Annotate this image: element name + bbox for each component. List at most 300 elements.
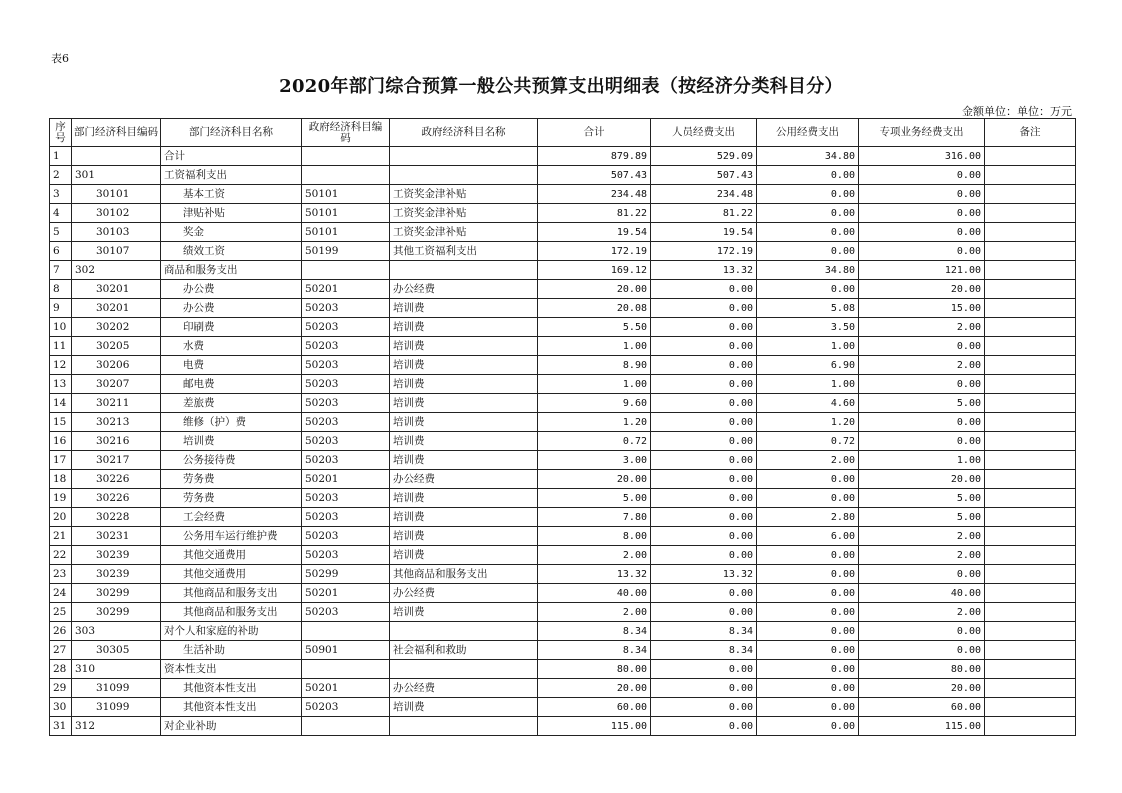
cell-dept-name: 其他交通费用 [161, 565, 302, 584]
cell-dept-name: 绩效工资 [161, 242, 302, 261]
cell-dept-name: 其他交通费用 [161, 546, 302, 565]
cell-dept-code: 30228 [72, 508, 161, 527]
cell-gov-code: 50203 [302, 375, 390, 394]
cell-dept-code: 30201 [72, 280, 161, 299]
cell-public: 0.00 [757, 565, 859, 584]
cell-dept-code: 30201 [72, 299, 161, 318]
cell-public: 2.80 [757, 508, 859, 527]
cell-gov-code: 50203 [302, 546, 390, 565]
cell-personnel: 172.19 [651, 242, 757, 261]
cell-personnel: 0.00 [651, 698, 757, 717]
cell-special: 0.00 [859, 565, 985, 584]
cell-gov-name [390, 622, 538, 641]
cell-gov-code [302, 717, 390, 736]
cell-dept-code: 30206 [72, 356, 161, 375]
cell-gov-name: 培训费 [390, 546, 538, 565]
header-special: 专项业务经费支出 [859, 119, 985, 147]
cell-index: 30 [50, 698, 72, 717]
table-row [50, 489, 1076, 508]
cell-personnel: 0.00 [651, 280, 757, 299]
table-row [50, 413, 1076, 432]
page-title: 2020年部门综合预算一般公共预算支出明细表（按经济分类科目分） [279, 76, 843, 97]
cell-gov-name: 办公经费 [390, 679, 538, 698]
cell-total: 8.00 [538, 527, 651, 546]
cell-index: 16 [50, 432, 72, 451]
cell-public: 0.00 [757, 698, 859, 717]
header-dept-name: 部门经济科目名称 [161, 119, 302, 147]
cell-gov-name: 培训费 [390, 413, 538, 432]
cell-index: 25 [50, 603, 72, 622]
cell-gov-name: 培训费 [390, 698, 538, 717]
cell-special: 20.00 [859, 470, 985, 489]
cell-index: 9 [50, 299, 72, 318]
cell-public: 0.00 [757, 489, 859, 508]
cell-personnel: 81.22 [651, 204, 757, 223]
budget-detail-table [49, 118, 1076, 736]
cell-dept-name: 劳务费 [161, 489, 302, 508]
table-row [50, 565, 1076, 584]
cell-special: 0.00 [859, 375, 985, 394]
cell-dept-name: 水费 [161, 337, 302, 356]
cell-gov-code: 50203 [302, 603, 390, 622]
table-row [50, 394, 1076, 413]
cell-gov-name: 办公经费 [390, 470, 538, 489]
cell-dept-code: 30299 [72, 603, 161, 622]
cell-special: 1.00 [859, 451, 985, 470]
header-dept-code: 部门经济科目编码 [72, 119, 161, 147]
cell-total: 3.00 [538, 451, 651, 470]
currency-unit-label: 金额单位：单位：万元 [962, 105, 1072, 118]
cell-gov-code: 50203 [302, 432, 390, 451]
table-row [50, 603, 1076, 622]
cell-personnel: 0.00 [651, 394, 757, 413]
cell-note [985, 565, 1076, 584]
cell-gov-code [302, 261, 390, 280]
cell-total: 81.22 [538, 204, 651, 223]
cell-total: 80.00 [538, 660, 651, 679]
cell-gov-name: 培训费 [390, 337, 538, 356]
cell-dept-name: 邮电费 [161, 375, 302, 394]
cell-index: 11 [50, 337, 72, 356]
cell-dept-code: 30239 [72, 546, 161, 565]
table-header-row [50, 119, 1076, 147]
cell-public: 0.72 [757, 432, 859, 451]
cell-gov-code: 50901 [302, 641, 390, 660]
cell-personnel: 13.32 [651, 565, 757, 584]
cell-note [985, 546, 1076, 565]
cell-public: 0.00 [757, 717, 859, 736]
cell-index: 5 [50, 223, 72, 242]
cell-index: 24 [50, 584, 72, 603]
cell-gov-code: 50201 [302, 280, 390, 299]
cell-dept-name: 其他商品和服务支出 [161, 584, 302, 603]
table-row [50, 470, 1076, 489]
cell-note [985, 337, 1076, 356]
cell-gov-code: 50203 [302, 489, 390, 508]
header-note: 备注 [985, 119, 1076, 147]
cell-gov-name: 其他工资福利支出 [390, 242, 538, 261]
cell-gov-name [390, 261, 538, 280]
cell-note [985, 242, 1076, 261]
cell-special: 0.00 [859, 641, 985, 660]
cell-index: 28 [50, 660, 72, 679]
table-row [50, 527, 1076, 546]
cell-index: 2 [50, 166, 72, 185]
cell-index: 13 [50, 375, 72, 394]
table-row [50, 717, 1076, 736]
cell-gov-name: 其他商品和服务支出 [390, 565, 538, 584]
cell-special: 20.00 [859, 280, 985, 299]
cell-gov-code: 50203 [302, 356, 390, 375]
cell-special: 5.00 [859, 508, 985, 527]
cell-dept-code: 30102 [72, 204, 161, 223]
cell-note [985, 470, 1076, 489]
cell-index: 17 [50, 451, 72, 470]
cell-dept-code: 30217 [72, 451, 161, 470]
cell-note [985, 432, 1076, 451]
cell-dept-name: 劳务费 [161, 470, 302, 489]
cell-dept-name: 其他商品和服务支出 [161, 603, 302, 622]
cell-public: 0.00 [757, 185, 859, 204]
header-gov-name: 政府经济科目名称 [390, 119, 538, 147]
cell-personnel: 19.54 [651, 223, 757, 242]
cell-special: 121.00 [859, 261, 985, 280]
cell-personnel: 507.43 [651, 166, 757, 185]
cell-public: 0.00 [757, 204, 859, 223]
cell-gov-code [302, 166, 390, 185]
cell-dept-name: 公务接待费 [161, 451, 302, 470]
cell-gov-name: 工资奖金津补贴 [390, 223, 538, 242]
cell-public: 34.80 [757, 261, 859, 280]
cell-gov-name: 工资奖金津补贴 [390, 204, 538, 223]
cell-index: 15 [50, 413, 72, 432]
header-public: 公用经费支出 [757, 119, 859, 147]
cell-personnel: 0.00 [651, 546, 757, 565]
cell-gov-name: 培训费 [390, 451, 538, 470]
cell-index: 3 [50, 185, 72, 204]
header-gov-code: 政府经济科目编码 [302, 119, 390, 147]
table-row [50, 166, 1076, 185]
cell-gov-name [390, 147, 538, 166]
cell-note [985, 527, 1076, 546]
cell-dept-name: 办公费 [161, 280, 302, 299]
cell-note [985, 204, 1076, 223]
cell-dept-code: 31099 [72, 679, 161, 698]
cell-public: 0.00 [757, 280, 859, 299]
cell-dept-name: 差旅费 [161, 394, 302, 413]
cell-index: 7 [50, 261, 72, 280]
cell-dept-code: 30226 [72, 489, 161, 508]
cell-public: 0.00 [757, 622, 859, 641]
cell-special: 316.00 [859, 147, 985, 166]
cell-dept-name: 对个人和家庭的补助 [161, 622, 302, 641]
cell-special: 0.00 [859, 622, 985, 641]
cell-dept-code: 312 [72, 717, 161, 736]
header-personnel: 人员经费支出 [651, 119, 757, 147]
cell-gov-name: 培训费 [390, 508, 538, 527]
cell-dept-name: 生活补助 [161, 641, 302, 660]
cell-dept-name: 电费 [161, 356, 302, 375]
cell-note [985, 147, 1076, 166]
cell-index: 26 [50, 622, 72, 641]
cell-note [985, 413, 1076, 432]
cell-dept-code: 31099 [72, 698, 161, 717]
cell-dept-name: 对企业补助 [161, 717, 302, 736]
table-row [50, 318, 1076, 337]
cell-gov-code: 50203 [302, 299, 390, 318]
cell-dept-code: 30103 [72, 223, 161, 242]
table-row [50, 299, 1076, 318]
cell-public: 0.00 [757, 603, 859, 622]
cell-note [985, 375, 1076, 394]
cell-public: 3.50 [757, 318, 859, 337]
cell-gov-name: 培训费 [390, 527, 538, 546]
cell-total: 507.43 [538, 166, 651, 185]
cell-gov-name: 培训费 [390, 432, 538, 451]
cell-note [985, 318, 1076, 337]
cell-total: 115.00 [538, 717, 651, 736]
cell-public: 34.80 [757, 147, 859, 166]
cell-dept-code: 30211 [72, 394, 161, 413]
cell-public: 5.08 [757, 299, 859, 318]
cell-special: 20.00 [859, 679, 985, 698]
table-row [50, 280, 1076, 299]
table-row [50, 508, 1076, 527]
cell-total: 8.34 [538, 641, 651, 660]
cell-gov-code [302, 147, 390, 166]
cell-public: 0.00 [757, 470, 859, 489]
cell-personnel: 234.48 [651, 185, 757, 204]
table-row [50, 356, 1076, 375]
cell-index: 29 [50, 679, 72, 698]
cell-personnel: 0.00 [651, 584, 757, 603]
cell-total: 8.90 [538, 356, 651, 375]
cell-public: 0.00 [757, 223, 859, 242]
cell-personnel: 0.00 [651, 356, 757, 375]
cell-dept-code: 310 [72, 660, 161, 679]
table-body [50, 147, 1076, 736]
cell-personnel: 0.00 [651, 432, 757, 451]
cell-public: 1.20 [757, 413, 859, 432]
cell-personnel: 0.00 [651, 337, 757, 356]
cell-dept-name: 津贴补贴 [161, 204, 302, 223]
cell-public: 0.00 [757, 166, 859, 185]
cell-special: 0.00 [859, 337, 985, 356]
cell-total: 234.48 [538, 185, 651, 204]
cell-special: 2.00 [859, 527, 985, 546]
cell-note [985, 299, 1076, 318]
table-number-label: 表6 [51, 52, 69, 65]
cell-index: 22 [50, 546, 72, 565]
cell-gov-name [390, 660, 538, 679]
cell-gov-name: 办公经费 [390, 584, 538, 603]
cell-dept-code: 302 [72, 261, 161, 280]
cell-note [985, 166, 1076, 185]
cell-dept-code: 30101 [72, 185, 161, 204]
cell-gov-name: 培训费 [390, 318, 538, 337]
cell-personnel: 0.00 [651, 527, 757, 546]
table-row [50, 223, 1076, 242]
cell-personnel: 0.00 [651, 603, 757, 622]
cell-index: 31 [50, 717, 72, 736]
cell-gov-code: 50203 [302, 337, 390, 356]
cell-dept-name: 维修（护）费 [161, 413, 302, 432]
cell-public: 6.00 [757, 527, 859, 546]
cell-note [985, 641, 1076, 660]
cell-note [985, 717, 1076, 736]
cell-special: 115.00 [859, 717, 985, 736]
cell-gov-name: 培训费 [390, 394, 538, 413]
cell-gov-name: 社会福利和救助 [390, 641, 538, 660]
cell-total: 20.08 [538, 299, 651, 318]
cell-total: 60.00 [538, 698, 651, 717]
cell-note [985, 698, 1076, 717]
cell-gov-name [390, 717, 538, 736]
cell-note [985, 223, 1076, 242]
cell-personnel: 0.00 [651, 660, 757, 679]
cell-special: 0.00 [859, 413, 985, 432]
cell-note [985, 622, 1076, 641]
cell-note [985, 280, 1076, 299]
cell-special: 2.00 [859, 546, 985, 565]
cell-dept-name: 基本工资 [161, 185, 302, 204]
cell-gov-code: 50203 [302, 698, 390, 717]
cell-total: 9.60 [538, 394, 651, 413]
cell-personnel: 0.00 [651, 375, 757, 394]
table-row [50, 622, 1076, 641]
cell-total: 5.00 [538, 489, 651, 508]
cell-gov-name: 培训费 [390, 356, 538, 375]
cell-gov-name: 工资奖金津补贴 [390, 185, 538, 204]
cell-special: 0.00 [859, 204, 985, 223]
cell-dept-name: 奖金 [161, 223, 302, 242]
cell-total: 2.00 [538, 603, 651, 622]
cell-dept-name: 培训费 [161, 432, 302, 451]
cell-special: 0.00 [859, 223, 985, 242]
cell-public: 0.00 [757, 641, 859, 660]
cell-total: 2.00 [538, 546, 651, 565]
cell-dept-code: 30231 [72, 527, 161, 546]
cell-dept-name: 资本性支出 [161, 660, 302, 679]
cell-total: 169.12 [538, 261, 651, 280]
table-row [50, 375, 1076, 394]
cell-gov-name: 培训费 [390, 489, 538, 508]
cell-dept-code: 30216 [72, 432, 161, 451]
cell-gov-code [302, 660, 390, 679]
cell-gov-code: 50199 [302, 242, 390, 261]
cell-dept-name: 办公费 [161, 299, 302, 318]
table-row [50, 242, 1076, 261]
cell-special: 2.00 [859, 603, 985, 622]
cell-special: 60.00 [859, 698, 985, 717]
cell-dept-name: 商品和服务支出 [161, 261, 302, 280]
cell-personnel: 0.00 [651, 679, 757, 698]
cell-total: 1.00 [538, 337, 651, 356]
cell-dept-code: 303 [72, 622, 161, 641]
table-row [50, 660, 1076, 679]
cell-index: 12 [50, 356, 72, 375]
table-row [50, 641, 1076, 660]
table-row [50, 204, 1076, 223]
cell-total: 7.80 [538, 508, 651, 527]
cell-note [985, 489, 1076, 508]
cell-index: 18 [50, 470, 72, 489]
cell-gov-code: 50203 [302, 508, 390, 527]
table-row [50, 584, 1076, 603]
header-index: 序号 [50, 119, 72, 147]
cell-index: 6 [50, 242, 72, 261]
cell-special: 5.00 [859, 394, 985, 413]
cell-total: 20.00 [538, 280, 651, 299]
table-row [50, 698, 1076, 717]
cell-total: 879.89 [538, 147, 651, 166]
cell-gov-name: 培训费 [390, 603, 538, 622]
cell-total: 1.00 [538, 375, 651, 394]
cell-public: 0.00 [757, 584, 859, 603]
table-row [50, 546, 1076, 565]
cell-gov-code: 50203 [302, 318, 390, 337]
cell-total: 1.20 [538, 413, 651, 432]
cell-index: 14 [50, 394, 72, 413]
cell-note [985, 394, 1076, 413]
cell-dept-name: 印刷费 [161, 318, 302, 337]
cell-index: 20 [50, 508, 72, 527]
cell-personnel: 0.00 [651, 318, 757, 337]
cell-index: 19 [50, 489, 72, 508]
table-row [50, 337, 1076, 356]
cell-public: 1.00 [757, 337, 859, 356]
cell-note [985, 660, 1076, 679]
cell-dept-name: 其他资本性支出 [161, 679, 302, 698]
cell-personnel: 0.00 [651, 717, 757, 736]
cell-index: 8 [50, 280, 72, 299]
cell-total: 20.00 [538, 470, 651, 489]
cell-total: 40.00 [538, 584, 651, 603]
cell-special: 40.00 [859, 584, 985, 603]
cell-dept-name: 工会经费 [161, 508, 302, 527]
cell-public: 2.00 [757, 451, 859, 470]
cell-gov-name: 培训费 [390, 375, 538, 394]
cell-special: 0.00 [859, 432, 985, 451]
cell-dept-code: 30207 [72, 375, 161, 394]
cell-gov-code: 50203 [302, 527, 390, 546]
cell-total: 19.54 [538, 223, 651, 242]
table-row [50, 679, 1076, 698]
cell-special: 5.00 [859, 489, 985, 508]
cell-total: 20.00 [538, 679, 651, 698]
cell-public: 1.00 [757, 375, 859, 394]
cell-dept-name: 合计 [161, 147, 302, 166]
cell-gov-code [302, 622, 390, 641]
table-row [50, 185, 1076, 204]
cell-dept-code: 30202 [72, 318, 161, 337]
cell-index: 4 [50, 204, 72, 223]
cell-dept-code: 30107 [72, 242, 161, 261]
header-total: 合计 [538, 119, 651, 147]
cell-gov-name [390, 166, 538, 185]
cell-note [985, 679, 1076, 698]
cell-personnel: 8.34 [651, 641, 757, 660]
cell-gov-code: 50101 [302, 204, 390, 223]
cell-dept-code: 301 [72, 166, 161, 185]
cell-public: 0.00 [757, 242, 859, 261]
cell-index: 23 [50, 565, 72, 584]
cell-special: 0.00 [859, 242, 985, 261]
cell-dept-code [72, 147, 161, 166]
cell-index: 27 [50, 641, 72, 660]
cell-note [985, 584, 1076, 603]
cell-gov-name: 培训费 [390, 299, 538, 318]
